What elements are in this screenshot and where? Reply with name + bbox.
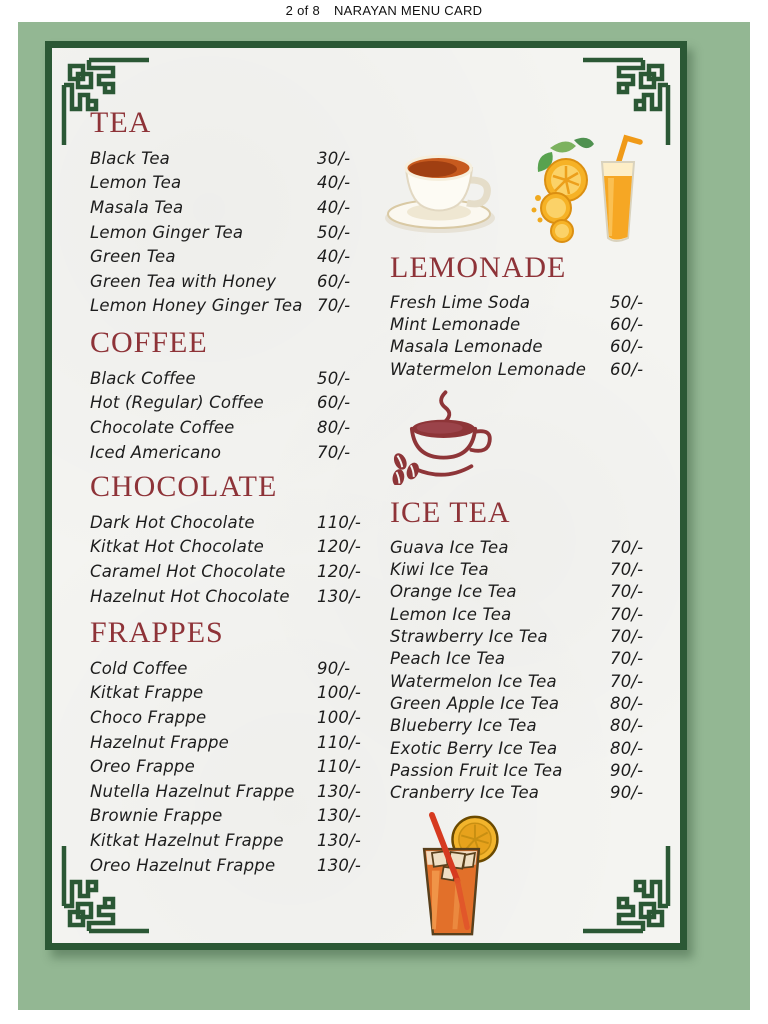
section-title: TEA <box>90 106 152 139</box>
menu-item-name: Masala Tea <box>90 197 184 217</box>
menu-item-price: 60/- <box>610 337 644 357</box>
menu-item-row <box>390 782 662 804</box>
menu-item-price: 50/- <box>317 368 351 388</box>
greek-key-corner-ornament-icon <box>583 846 675 938</box>
menu-item-name: Lemon Ginger Tea <box>90 222 244 242</box>
menu-section-tea <box>90 106 370 318</box>
menu-item-price: 120/- <box>317 537 362 557</box>
menu-item-name: Hot (Regular) Coffee <box>90 393 264 413</box>
viewer-header <box>0 3 768 18</box>
menu-item-price: 60/- <box>610 359 644 379</box>
menu-card <box>45 41 687 950</box>
menu-item-row <box>90 656 370 681</box>
menu-item-name: Orange Ice Tea <box>390 582 517 602</box>
menu-item-name: Green Apple Ice Tea <box>390 694 560 714</box>
menu-item-row <box>90 171 370 196</box>
menu-item-price: 130/- <box>317 806 362 826</box>
menu-item-row <box>390 670 662 692</box>
menu-item-price: 110/- <box>317 512 362 532</box>
menu-section-frappes <box>90 616 370 877</box>
menu-item-name: Kiwi Ice Tea <box>390 560 489 580</box>
menu-item-row <box>390 648 662 670</box>
menu-section-chocolate <box>90 470 370 608</box>
menu-item-price: 70/- <box>610 671 644 691</box>
menu-item-price: 70/- <box>317 296 351 316</box>
lemonade-glass-illustration <box>522 132 647 244</box>
menu-item-row <box>390 737 662 759</box>
menu-item-price: 100/- <box>317 683 362 703</box>
menu-item-row <box>90 779 370 804</box>
menu-item-price: 70/- <box>610 604 644 624</box>
menu-item-price: 40/- <box>317 197 351 217</box>
menu-item-price: 70/- <box>610 649 644 669</box>
menu-item-name: Green Tea with Honey <box>90 271 277 291</box>
menu-item-price: 70/- <box>317 442 351 462</box>
menu-item-price: 30/- <box>317 148 351 168</box>
menu-item-name: Lemon Ice Tea <box>390 604 512 624</box>
menu-item-row <box>90 754 370 779</box>
menu-item-name: Iced Americano <box>90 442 222 462</box>
menu-item-row <box>390 536 662 558</box>
menu-item-name: Oreo Frappe <box>90 757 195 777</box>
menu-item-price: 70/- <box>610 537 644 557</box>
menu-item-name: Hazelnut Frappe <box>90 732 230 752</box>
menu-item-name: Dark Hot Chocolate <box>90 512 255 532</box>
menu-section-coffee <box>90 326 370 464</box>
menu-item-price: 60/- <box>317 393 351 413</box>
menu-item-price: 130/- <box>317 586 362 606</box>
menu-item-row <box>90 510 370 535</box>
menu-item-price: 130/- <box>317 830 362 850</box>
menu-item-name: Cold Coffee <box>90 658 188 678</box>
menu-item-name: Exotic Berry Ice Tea <box>390 738 558 758</box>
menu-item-name: Black Tea <box>90 148 170 168</box>
menu-item-name: Black Coffee <box>90 368 196 388</box>
menu-item-row <box>90 559 370 584</box>
menu-item-price: 130/- <box>317 855 362 875</box>
menu-item-price: 40/- <box>317 173 351 193</box>
menu-item-price: 70/- <box>610 560 644 580</box>
menu-item-row <box>90 269 370 294</box>
menu-item-name: Mint Lemonade <box>390 315 521 335</box>
menu-item-price: 90/- <box>610 761 644 781</box>
menu-item-price: 70/- <box>610 627 644 647</box>
menu-item-price: 90/- <box>317 658 351 678</box>
menu-item-name: Hazelnut Hot Chocolate <box>90 586 290 606</box>
menu-item-name: Masala Lemonade <box>390 337 543 357</box>
menu-items-list <box>90 366 370 464</box>
menu-item-price: 80/- <box>317 417 351 437</box>
menu-item-name: Choco Frappe <box>90 707 207 727</box>
menu-section-lemonade <box>390 251 662 380</box>
menu-item-price: 40/- <box>317 247 351 267</box>
menu-item-name: Watermelon Ice Tea <box>390 671 557 691</box>
menu-item-price: 90/- <box>610 783 644 803</box>
menu-item-price: 110/- <box>317 757 362 777</box>
menu-item-name: Passion Fruit Ice Tea <box>390 761 563 781</box>
menu-item-name: Nutella Hazelnut Frappe <box>90 781 295 801</box>
menu-item-row <box>90 853 370 878</box>
menu-item-name: Lemon Honey Ginger Tea <box>90 296 303 316</box>
menu-item-name: Guava Ice Tea <box>390 537 509 557</box>
menu-items-list <box>90 656 370 877</box>
menu-items-list <box>390 536 662 804</box>
menu-item-row <box>390 558 662 580</box>
menu-item-price: 70/- <box>610 582 644 602</box>
menu-item-name: Peach Ice Tea <box>390 649 506 669</box>
menu-item-price: 60/- <box>317 271 351 291</box>
menu-item-price: 50/- <box>317 222 351 242</box>
menu-items-list <box>390 291 662 380</box>
menu-item-row <box>90 220 370 245</box>
menu-item-name: Caramel Hot Chocolate <box>90 561 286 581</box>
tea-cup-illustration <box>377 134 507 238</box>
menu-item-row <box>90 294 370 319</box>
menu-item-name: Lemon Tea <box>90 173 182 193</box>
menu-item-row <box>90 804 370 829</box>
menu-item-row <box>390 313 662 335</box>
menu-item-name: Blueberry Ice Tea <box>390 716 537 736</box>
menu-item-row <box>390 358 662 380</box>
menu-item-row <box>90 584 370 609</box>
menu-section-ice-tea <box>390 496 662 804</box>
menu-item-name: Fresh Lime Soda <box>390 292 531 312</box>
menu-item-price: 80/- <box>610 694 644 714</box>
menu-item-row <box>90 730 370 755</box>
menu-item-name: Green Tea <box>90 247 176 267</box>
iced-tea-glass-illustration <box>394 810 507 942</box>
coffee-cup-illustration <box>384 388 504 485</box>
menu-item-row <box>90 195 370 220</box>
menu-item-price: 110/- <box>317 732 362 752</box>
menu-item-price: 130/- <box>317 781 362 801</box>
menu-item-row <box>390 291 662 313</box>
menu-item-row <box>390 715 662 737</box>
menu-item-price: 50/- <box>610 292 644 312</box>
menu-item-price: 80/- <box>610 738 644 758</box>
menu-item-name: Kitkat Hazelnut Frappe <box>90 830 284 850</box>
menu-item-row <box>90 828 370 853</box>
menu-item-name: Cranberry Ice Tea <box>390 783 540 803</box>
menu-item-row <box>90 535 370 560</box>
menu-item-row <box>390 581 662 603</box>
menu-item-row <box>90 391 370 416</box>
menu-item-price: 100/- <box>317 707 362 727</box>
menu-item-row <box>90 705 370 730</box>
menu-item-row <box>90 415 370 440</box>
menu-item-name: Kitkat Hot Chocolate <box>90 537 265 557</box>
menu-items-list <box>90 146 370 318</box>
menu-item-name: Strawberry Ice Tea <box>390 627 548 647</box>
menu-item-row <box>390 336 662 358</box>
menu-item-row <box>90 681 370 706</box>
section-title: FRAPPES <box>90 616 224 649</box>
menu-item-name: Kitkat Frappe <box>90 683 204 703</box>
menu-item-price: 80/- <box>610 716 644 736</box>
menu-items-list <box>90 510 370 608</box>
section-title: LEMONADE <box>390 251 567 284</box>
menu-item-row <box>390 603 662 625</box>
section-title: CHOCOLATE <box>90 470 278 503</box>
menu-item-row <box>90 146 370 171</box>
menu-item-price: 120/- <box>317 561 362 581</box>
menu-item-row <box>90 244 370 269</box>
page-indicator: 2 of 8 <box>285 3 320 18</box>
menu-item-row <box>90 366 370 391</box>
menu-item-row <box>90 440 370 465</box>
menu-item-row <box>390 759 662 781</box>
menu-item-row <box>390 692 662 714</box>
menu-item-price: 60/- <box>610 315 644 335</box>
document-title: NARAYAN MENU CARD <box>333 3 483 18</box>
menu-item-row <box>390 625 662 647</box>
menu-item-name: Chocolate Coffee <box>90 417 235 437</box>
section-title: COFFEE <box>90 326 208 359</box>
menu-item-name: Brownie Frappe <box>90 806 223 826</box>
menu-item-name: Oreo Hazelnut Frappe <box>90 855 276 875</box>
menu-item-name: Watermelon Lemonade <box>390 359 587 379</box>
section-title: ICE TEA <box>390 496 511 529</box>
